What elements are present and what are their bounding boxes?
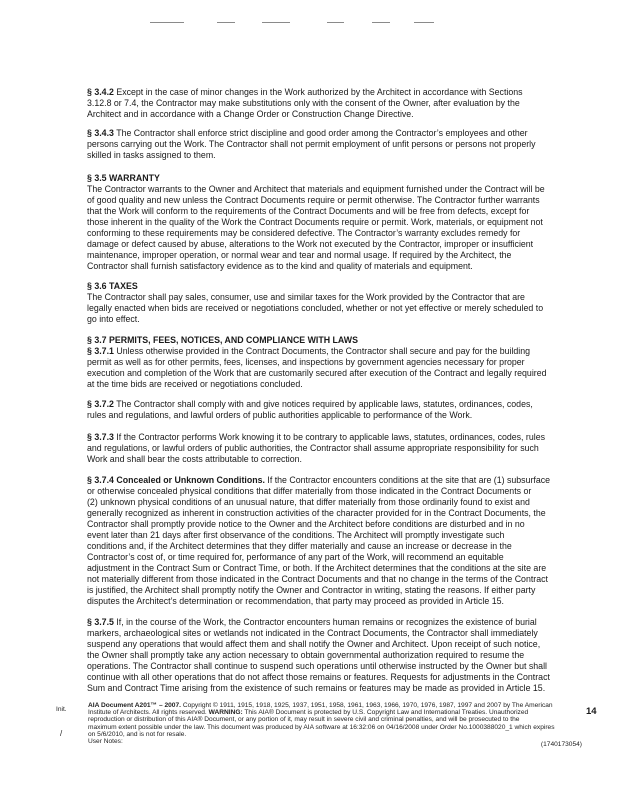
paragraph-line: skilled in tasks assigned to them.: [87, 150, 216, 160]
paragraph-line: [87, 346, 600, 357]
paragraph-line: damage or defect caused by abuse, alterations to the Work not executed by the Contractor, improper or insufficient: [87, 239, 534, 249]
paragraph-line: [87, 617, 600, 628]
paragraph-line: Work and shall bear the costs attributable to correction.: [87, 454, 302, 464]
footer-line: on 5/6/2010, and is not for resale.: [88, 730, 187, 738]
paragraph-line: Sum and Contract Time arising from the existence of such remains or features may be made as provided in Article 15.: [87, 683, 546, 693]
section-number: § 3.4.3: [87, 128, 114, 138]
paragraph-line: that the Work will conform to the requirements of the Contract Documents and will be free from defects, except for: [87, 206, 530, 216]
footer-line-text: Copyright © 1911, 1915, 1918, 1925, 1937, 1951, 1958, 1961, 1963, 1966, 1970, 1976, 1987, 1997 and 2007 by The American: [182, 702, 553, 709]
section-3-4-2: [87, 87, 600, 120]
footer-line: [88, 702, 585, 709]
document-title: AIA Document A201™ – 2007.: [88, 702, 181, 709]
footer-copyright-notice: [88, 702, 585, 738]
paragraph-line: maintenance, improper operation, or normal wear and tear and normal usage. If required by the Architect, the: [87, 250, 512, 260]
section-3-7-2: [87, 399, 600, 421]
section-heading: § 3.5 WARRANTY: [87, 173, 160, 183]
paragraph-line: [87, 87, 600, 98]
paragraph-line: The Contractor warrants to the Owner and Architect that materials and equipment furnished under the Contract will be: [87, 184, 545, 194]
user-notes-label: User Notes:: [88, 738, 123, 745]
paragraph-line: adjustment in the Contract Sum or Contract Time, or both. If the Architect determines that the conditions at the site are: [87, 563, 547, 573]
paragraph-line: permit as well as for other permits, fees, licenses, and inspections by government agencies necessary for proper: [87, 357, 525, 367]
paragraph-line: and regulations, or lawful orders of public authorities, the Contractor shall assume appropriate responsibility for such: [87, 443, 539, 453]
line-text: If the Contractor encounters conditions at the site that are (1) subsurface: [267, 475, 551, 485]
line-text: If, in the course of the Work, the Contractor encounters human remains or recognizes the existence of burial: [116, 617, 537, 627]
section-3-5-warranty: [87, 173, 600, 272]
paragraph-line: [87, 475, 600, 486]
header-rule: [372, 22, 390, 23]
section-heading: § 3.7 PERMITS, FEES, NOTICES, AND COMPLIANCE WITH LAWS: [87, 335, 358, 345]
page-number: 14: [586, 706, 597, 717]
initials-slash: /: [60, 729, 63, 738]
paragraph-line: or otherwise concealed physical conditions that differ materially from those indicated in the Contract Documents or: [87, 486, 532, 496]
paragraph-line: execution and completion of the Work that are customarily secured after execution of the Contract and legally required: [87, 368, 547, 378]
footer-line: maximum extent possible under the law. This document was produced by AIA software at 16:32:06 on 04/16/2008 under Order No.1000388020_1 which expires: [88, 723, 555, 731]
header-rule: [217, 22, 235, 23]
paragraph-line: [87, 128, 600, 139]
section-number: § 3.7.3: [87, 432, 114, 442]
line-text: The Contractor shall enforce strict discipline and good order among the Contractor’s employees and other: [116, 128, 528, 138]
paragraph-line: operations. The Contractor shall continue to suspend such operations until otherwise instructed by the Owner but shall: [87, 661, 547, 671]
section-number: § 3.7.2: [87, 399, 114, 409]
paragraph-line: disputes the Architect’s determination or recommendation, that party may proceed as provided in Article 15.: [87, 596, 504, 606]
header-rule: [262, 22, 290, 23]
paragraph-line: Contractor shall furnish satisfactory evidence as to the kind and quality of materials and equipment.: [87, 261, 473, 271]
section-3-7-4: [87, 475, 600, 607]
paragraph-line: 3.12.8 or 7.4, the Contractor may make substitutions only with the consent of the Owner, after evaluation by the: [87, 98, 520, 108]
section-3-6-taxes: [87, 281, 600, 325]
warning-label: WARNING:: [208, 709, 243, 717]
paragraph-line: go into effect.: [87, 314, 140, 324]
paragraph-line: at the time bids are received or negotiations concluded.: [87, 379, 303, 389]
header-rule: [414, 22, 434, 23]
section-heading: § 3.6 TAXES: [87, 281, 138, 291]
paragraph-line: continue with all other operations that do not affect those remains or features. Requests for adjustments in the Contract: [87, 672, 550, 682]
paragraph-line: not materially different from those indicated in the Contract Documents and that no change in the terms of the Contract: [87, 574, 548, 584]
section-3-4-3: [87, 128, 600, 161]
header-rule: [327, 22, 344, 23]
section-3-7-permits: [87, 335, 600, 346]
paragraph-line: Contractor shall promptly provide notice to the Owner and the Architect before conditions are disturbed and in no: [87, 519, 525, 529]
line-text: Except in the case of minor changes in the Work authorized by the Architect in accordance with Sections: [116, 87, 523, 97]
footer-line-text: This AIA® Document is protected by U.S. Copyright Law and International Treaties. Unauthorized: [244, 709, 529, 717]
paragraph-line: is justified, the Architect shall promptly notify the Owner and Contractor in writing, stating the reasons. If either party: [87, 585, 536, 595]
paragraph-line: rules and regulations, and lawful orders of public authorities applicable to performance of the Work.: [87, 410, 473, 420]
header-rule: [150, 22, 184, 23]
paragraph-line: those inherent in the quality of the Work the Contract Documents require or permit. Work, materials, or equipment not: [87, 217, 543, 227]
paragraph-line: legally enacted when bids are received or negotiations concluded, whether or not yet effective or merely scheduled to: [87, 303, 544, 313]
paragraph-line: the Owner shall promptly take any action necessary to obtain governmental authorization required to resume the: [87, 650, 525, 660]
section-number: § 3.7.4: [87, 475, 114, 485]
paragraph-line: of good quality and new unless the Contract Documents require or permit otherwise. The Contractor further warrants: [87, 195, 540, 205]
paragraph-line: conditions and, if the Architect determines that they differ materially and cause an increase or decrease in the: [87, 541, 512, 551]
footer-line: reproduction or distribution of this AIA® Document, or any portion of it, may result in severe civil and criminal penalties, and will be prosecuted to the: [88, 716, 520, 724]
section-title: Concealed or Unknown Conditions.: [116, 475, 265, 485]
paragraph-line: conforming to these requirements may be considered defective. The Contractor’s warranty excludes remedy for: [87, 228, 521, 238]
section-3-7-3: [87, 432, 600, 465]
paragraph-line: Contractor’s cost of, or time required for, performance of any part of the Work, will recommend an equitable: [87, 552, 504, 562]
section-3-7-5: [87, 617, 600, 694]
line-text: The Contractor shall comply with and give notices required by applicable laws, statutes, ordinances, codes,: [116, 399, 533, 409]
paragraph-line: [87, 399, 600, 410]
line-text: If the Contractor performs Work knowing it to be contrary to applicable laws, statutes, ordinances, codes, rules: [116, 432, 546, 442]
paragraph-line: The Contractor shall pay sales, consumer, use and similar taxes for the Work provided by the Contractor that are: [87, 292, 525, 302]
paragraph-line: generally recognized as inherent in construction activities of the character provided for in the Contract Documents, the: [87, 508, 546, 518]
footer-line: [88, 709, 585, 716]
section-number: § 3.7.1: [87, 346, 114, 356]
paragraph-line: event later than 21 days after first observance of the conditions. The Architect will promptly investigate such: [87, 530, 505, 540]
document-id: (1740173054): [540, 741, 582, 748]
paragraph-line: Architect and in accordance with a Change Order or Construction Change Directive.: [87, 109, 414, 119]
footer-line-text: Institute of Architects. All rights reserved.: [88, 709, 207, 717]
section-number: § 3.4.2: [87, 87, 114, 97]
section-number: § 3.7.5: [87, 617, 114, 627]
paragraph-line: suspend any operations that would affect them and shall notify the Owner and Architect. Upon receipt of such notice,: [87, 639, 541, 649]
paragraph-line: (2) unknown physical conditions of an unusual nature, that differ materially from those ordinarily found to exist and: [87, 497, 530, 507]
line-text: Unless otherwise provided in the Contract Documents, the Contractor shall secure and pay for the building: [116, 346, 531, 356]
paragraph-line: persons carrying out the Work. The Contractor shall not permit employment of unfit persons or persons not properly: [87, 139, 536, 149]
section-3-7-1: [87, 346, 600, 390]
paragraph-line: [87, 432, 600, 443]
initials-label: Init.: [56, 706, 67, 713]
paragraph-line: markers, archaeological sites or wetlands not indicated in the Contract Documents, the Contractor shall immediately: [87, 628, 538, 638]
